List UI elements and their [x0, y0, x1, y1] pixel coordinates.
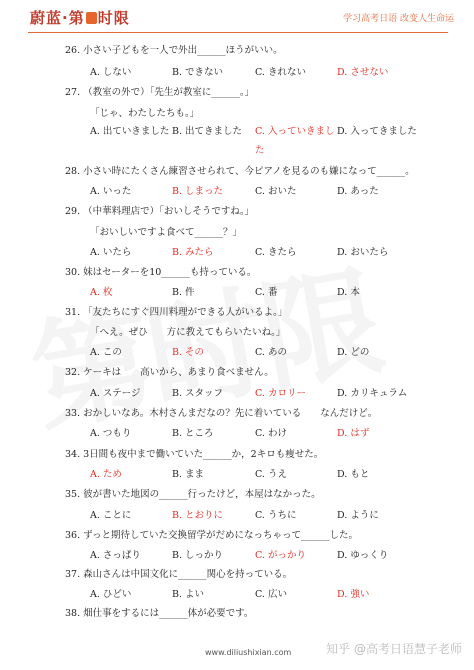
answer-option: D. カリキュラム [337, 388, 408, 399]
answer-option-correct: D. 強い [337, 589, 370, 600]
question-text: 29. （中華料理店で）「おいしそうですね。」 [65, 206, 255, 217]
answer-option: C. あの [255, 347, 287, 358]
question-text: 31. 「友たちにすぐ四川料理ができる人がいるよ。」 [65, 307, 288, 318]
answer-option: C. 番 [255, 287, 278, 298]
answer-option-correct: C. カロリー [255, 388, 306, 399]
question-text: 32. ケーキは 高いから、あまり食べません。 [65, 367, 274, 378]
answer-option: D. 本 [337, 287, 360, 298]
question-text: 37. 森山さんは中国文化に______関心を持っている。 [65, 569, 293, 580]
answer-option: D. もと [337, 469, 370, 480]
question-text: 30. 妹はセーターを10______も持っている。 [65, 267, 257, 278]
answer-option: C. 広い [255, 589, 287, 600]
answer-option: A. ステージ [90, 388, 141, 399]
answer-option: B. スタッフ [172, 388, 224, 399]
logo-text-left: 蔚蓝·第 [30, 9, 85, 27]
answer-option: A. ことに [90, 510, 132, 521]
question-text: 26. 小さい子どもを一人で外出______ほうがいい。 [65, 45, 283, 56]
answer-option-correct: B. その [172, 347, 205, 358]
question-text: 35. 彼が書いた地図の______行ったけど，本屋はなかった。 [65, 489, 321, 500]
answer-option-correct: C. がっかり [255, 550, 306, 561]
answer-option: D. 入ってきました [337, 126, 417, 137]
footer-url: www.diliushixian.com [205, 648, 292, 657]
answer-option-correct: B. とおりに [172, 510, 224, 521]
answer-option: B. 出てきました [172, 126, 243, 137]
header-divider [28, 32, 448, 33]
answer-option-correct: D. はず [337, 428, 370, 439]
answer-option: D. どの [337, 347, 370, 358]
footer-brand-watermark: 知乎 @高考日语慧子老师 [326, 642, 462, 656]
answer-option: C. おいた [255, 186, 297, 197]
answer-option: C. わけ [255, 428, 287, 439]
answer-option: A. いたら [90, 247, 132, 258]
answer-option: D. ように [337, 510, 379, 521]
answer-option-correct: D. させない [337, 67, 389, 78]
question-text: 「へえ。ぜひ 方に教えてもらいたいね。」 [90, 327, 286, 338]
answer-option-correct: C. 入っていきまし [255, 126, 335, 137]
answer-option: B. よい [172, 589, 205, 600]
answer-option: B. まま [172, 469, 205, 480]
question-text: 28. 小さい時にたくさん練習させられて、今ピアノを見るのも嫌になって______。 [65, 166, 415, 177]
answer-option: C. きたら [255, 247, 297, 258]
answer-option-correct: A. ため [90, 469, 122, 480]
logo-mark-icon [86, 12, 97, 24]
logo-text-right: 时限 [97, 9, 130, 27]
answer-option: A. さっぱり [90, 550, 141, 561]
question-text: 34. 3日間も夜中まで働いていた______か，2キロも痩せた。 [65, 449, 324, 460]
answer-option-correct: A. 枚 [90, 287, 113, 298]
question-text: 「じゃ、わたしたちも。」 [90, 108, 200, 119]
answer-option: B. できない [172, 67, 224, 78]
header-slogan: 学习高考日语 改变人生命运 [343, 14, 454, 24]
background-watermark [18, 226, 391, 456]
page-header [0, 0, 474, 34]
answer-option: A. この [90, 347, 122, 358]
answer-option: B. ところ [172, 428, 214, 439]
brand-logo [30, 7, 130, 28]
answer-option: B. しっかり [172, 550, 224, 561]
answer-option: D. ゆっくり [337, 550, 389, 561]
answer-option: C. きれない [255, 67, 306, 78]
answer-option: D. おいたら [337, 247, 389, 258]
answer-option: A. 出ていきました [90, 126, 170, 137]
question-text: 36. ずっと期待していた交換留学がだめになっちゃって______した。 [65, 530, 359, 541]
answer-option: A. しない [90, 67, 132, 78]
question-text: 38. 畑仕事をするには______体が必要です。 [65, 608, 254, 619]
answer-option: C. うえ [255, 469, 287, 480]
question-text: 「おいしいですよ食べて______？」 [90, 227, 243, 238]
answer-option-correct: B. しまった [172, 186, 224, 197]
answer-option: A. いった [90, 186, 132, 197]
answer-option: A. つもり [90, 428, 132, 439]
answer-option-correct: た [255, 145, 265, 156]
answer-option: C. うちに [255, 510, 297, 521]
answer-option: B. 件 [172, 287, 195, 298]
question-text: 33. おかしいなあ。木村さんまだなの？先に着いている なんだけど。 [65, 408, 378, 419]
answer-option: A. ひどい [90, 589, 132, 600]
answer-option-correct: B. みたら [172, 247, 214, 258]
answer-option: D. あった [337, 186, 379, 197]
question-text: 27. （教室の外で）「先生が教室に______。」 [65, 87, 255, 98]
